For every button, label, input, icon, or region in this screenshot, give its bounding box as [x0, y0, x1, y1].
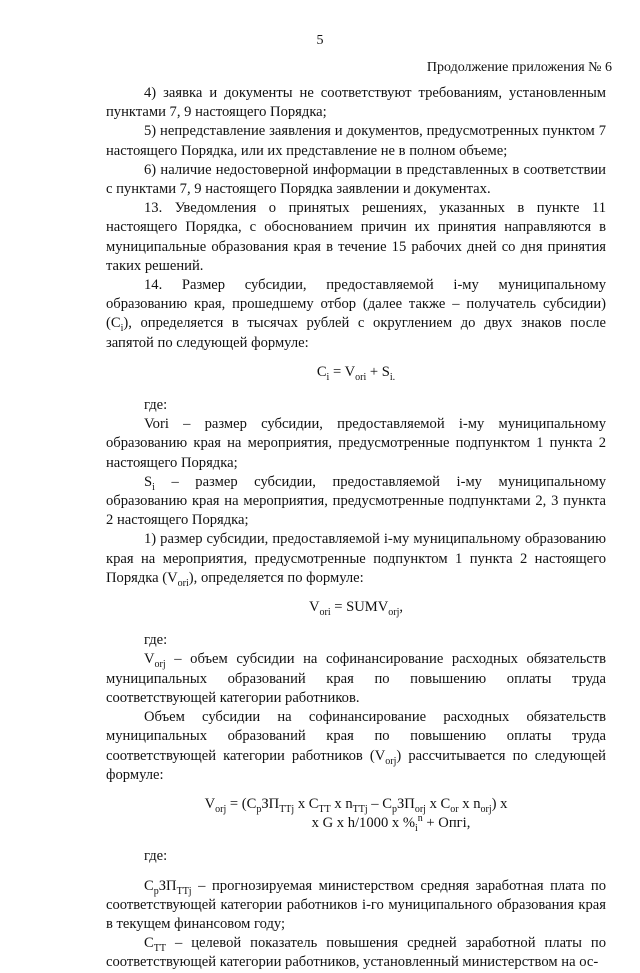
definition-ctt: $C_{TT}$ – целевой показатель повышения средней заработной платы по соответствующей категории работников, установленный министерством на ос-	[106, 935, 606, 971]
where-label-3: где:	[144, 848, 168, 865]
item-4: 4) заявка и документы не соответствуют требованиям, установленным пунктами 7, 9 настоящего Порядка;	[106, 85, 606, 121]
formula-vori: $V_{ori}$ = $SUMV_{orj}$,	[308, 599, 404, 618]
paragraph-14: 14. Размер субсидии, предоставляемой i-му муниципальному образованию края, прошедшему отбор (далее также – получатель субсидии) $(C_i)$, определяется в тысячах рублей с округлением до двух знаков после запятой по следующей формуле:	[106, 277, 606, 351]
definition-czp: $C_рЗП_{TTj}$ – прогнозируемая министерством средняя заработная плата по соответствующей категории работников i-го муниципального образования края в текущем финансовом году;	[106, 877, 606, 932]
formula-vorj-line-1: $V_{orj} = (C_рЗП_{TTj}$ x $C_{TT}$ x $n_{TTj} - C_рЗП_{orj}$ x $C_{or}$ x $n_{orj}$) x	[204, 795, 508, 815]
page-number: 5	[316, 33, 324, 48]
where-label-1: где:	[144, 397, 168, 414]
definition-vorj: $V_{orj}$ – объем субсидии на софинансирование расходных обязательств муниципальных образований края по повышению оплаты труда соответствующей категории работников.	[106, 651, 606, 706]
paragraph-13: 13. Уведомления о принятых решениях, указанных в пункте 11 настоящего Порядка, с обоснованием причин их принятия направляются в муниципальные образования края в течение 15 рабочих дней со дня принятия таких решений.	[106, 200, 606, 274]
formula-vorj-line-2: x G x h/1000 x $\%_i^n$ + Oпгi,	[311, 813, 471, 835]
where-label-2: где:	[144, 632, 168, 649]
document-body	[106, 84, 606, 973]
volume-paragraph: Объем субсидии на софинансирование расходных обязательств муниципальных образований края по повышению оплаты труда соответствующей категории работников $(V_{orj})$ рассчитывается по следующей формуле:	[106, 709, 606, 783]
subitem-1: 1) размер субсидии, предоставляемой i-му муниципальному образованию края на мероприятия, предусмотренные подпунктом 1 пункта 2 настоящего Порядка $(V_{ori})$, определяется по формуле:	[106, 531, 606, 589]
item-5: 5) непредставление заявления и документов, предусмотренных пунктом 7 настоящего Порядка, или их представление не в полном объеме;	[106, 123, 606, 159]
definition-si: $S_i$ – размер субсидии, предоставляемой i-му муниципальному образованию края на мероприятия, предусмотренные подпунктами 2, 3 пункта 2 настоящего Порядка;	[106, 473, 606, 529]
item-6: 6) наличие недостоверной информации в представленных в соответствии с пунктами 7, 9 настоящего Порядка заявлении и документах.	[106, 161, 606, 198]
definition-vori: Vori – размер субсидии, предоставляемой i-му муниципальному образованию края на мероприятия, предусмотренные подпунктом 1 пункта 2 настоящего Порядка;	[106, 416, 606, 471]
appendix-header: Продолжение приложения № 6	[426, 60, 612, 75]
formula-ci: $C_i = V_{ori} + S_{i.}$	[316, 363, 396, 383]
